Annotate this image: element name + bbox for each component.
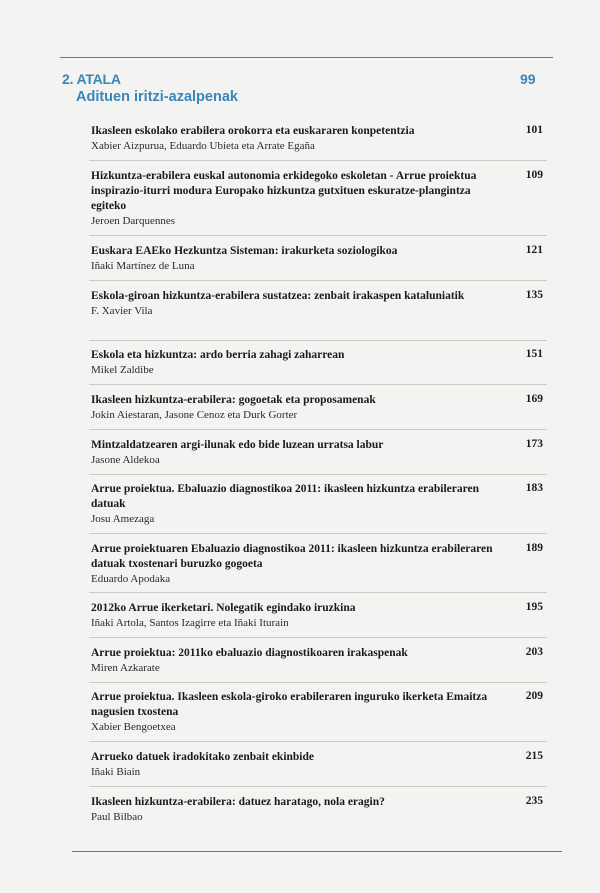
- entry-page-number: 101: [525, 124, 543, 136]
- entry-divider: [89, 160, 547, 161]
- toc-entry[interactable]: [91, 750, 551, 779]
- entry-title: 2012ko Arrue ikerketari. Nolegatik egindako iruzkina: [91, 602, 356, 614]
- entry-page-number: 235: [525, 795, 543, 807]
- toc-entry[interactable]: [91, 601, 551, 630]
- entry-divider: [89, 429, 547, 430]
- entry-divider: [89, 592, 547, 593]
- entry-divider: [89, 384, 547, 385]
- section-label: 2. ATALA: [62, 71, 121, 87]
- entry-title: Arrue proiektuaren Ebaluazio diagnostikoa 2011: ikasleen hizkuntza erabileraren datuak txostenari buruzko gogoeta: [91, 543, 493, 570]
- entry-divider: [89, 474, 547, 475]
- toc-entry[interactable]: [91, 795, 551, 824]
- entry-author: Jeroen Darquennes: [91, 215, 175, 227]
- entry-page-number: 173: [525, 438, 543, 450]
- section-title: Adituen iritzi-azalpenak: [76, 89, 238, 105]
- entry-author: Xabier Bengoetxea: [91, 721, 176, 733]
- toc-entry[interactable]: [91, 393, 551, 422]
- entry-title: Arrue proiektua: 2011ko ebaluazio diagnostikoaren irakaspenak: [91, 647, 408, 659]
- toc-entry[interactable]: [91, 482, 551, 526]
- toc-entry[interactable]: [91, 169, 551, 228]
- entry-page-number: 215: [525, 750, 543, 762]
- entry-title: Arrue proiektua. Ebaluazio diagnostikoa 2011: ikasleen hizkuntza erabileraren datuak: [91, 483, 480, 510]
- entry-author: Jokin Aiestaran, Jasone Cenoz eta Durk Gorter: [91, 409, 298, 421]
- entry-title: Arrueko datuek iradokitako zenbait ekinbide: [91, 751, 314, 763]
- entry-divider: [89, 340, 547, 341]
- entry-page-number: 135: [525, 289, 543, 301]
- entry-author: Eduardo Apodaka: [91, 573, 171, 585]
- entry-page-number: 209: [525, 690, 543, 702]
- entry-title: Eskola eta hizkuntza: ardo berria zahagi zaharrean: [91, 349, 345, 361]
- entry-author: Xabier Aizpurua, Eduardo Ubieta eta Arrate Egaña: [91, 140, 315, 152]
- section-header: [62, 71, 238, 105]
- toc-entry[interactable]: [91, 542, 551, 586]
- entry-divider: [89, 786, 547, 787]
- toc-entry[interactable]: [91, 690, 551, 734]
- entry-title: Ikasleen hizkuntza-erabilera: gogoetak eta proposamenak: [91, 394, 376, 406]
- entry-divider: [89, 280, 547, 281]
- entry-page-number: 169: [525, 393, 543, 405]
- entry-title: Eskola-giroan hizkuntza-erabilera sustatzea: zenbait irakaspen kataluniatik: [91, 290, 465, 302]
- page-number: 99: [520, 71, 536, 87]
- entry-author: F. Xavier Vila: [91, 305, 153, 317]
- entry-author: Iñaki Artola, Santos Izagirre eta Iñaki Iturain: [91, 617, 289, 629]
- entry-divider: [89, 682, 547, 683]
- entry-divider: [89, 741, 547, 742]
- toc-entry[interactable]: [91, 289, 551, 318]
- entry-author: Jasone Aldekoa: [91, 454, 160, 466]
- bottom-rule: [72, 851, 562, 852]
- entry-page-number: 203: [525, 646, 543, 658]
- entry-author: Mikel Zaldibe: [91, 364, 154, 376]
- entry-author: Iñaki Biain: [91, 766, 141, 778]
- entry-divider: [89, 235, 547, 236]
- entry-title: Arrue proiektua. Ikasleen eskola-giroko erabileraren inguruko ikerketa Emaitza nagusien txostena: [91, 691, 488, 718]
- entry-author: Josu Amezaga: [91, 513, 155, 525]
- toc-entry[interactable]: [91, 348, 551, 377]
- entry-divider: [89, 533, 547, 534]
- entry-title: Euskara EAEko Hezkuntza Sisteman: irakurketa soziologikoa: [91, 245, 398, 257]
- entry-title: Hizkuntza-erabilera euskal autonomia erkidegoko eskoletan - Arrue proiektua inspirazio-iturri modura Europako hizkuntza gutxituen eskuratze-plangintza egiteko: [91, 170, 477, 212]
- entry-page-number: 195: [525, 601, 543, 613]
- entry-page-number: 121: [525, 244, 543, 256]
- toc-entry[interactable]: [91, 244, 551, 273]
- entry-page-number: 189: [525, 542, 543, 554]
- entry-title: Ikasleen eskolako erabilera orokorra eta euskararen konpetentzia: [91, 125, 415, 137]
- toc-entry[interactable]: [91, 438, 551, 467]
- entry-divider: [89, 637, 547, 638]
- entry-page-number: 183: [525, 482, 543, 494]
- entry-page-number: 151: [525, 348, 543, 360]
- entry-title: Mintzaldatzearen argi-ilunak edo bide luzean urratsa labur: [91, 439, 384, 451]
- entry-title: Ikasleen hizkuntza-erabilera: datuez haratago, nola eragin?: [91, 796, 385, 808]
- entry-author: Paul Bilbao: [91, 811, 143, 823]
- entry-author: Miren Azkarate: [91, 662, 160, 674]
- toc-entry[interactable]: [91, 646, 551, 675]
- toc-entry[interactable]: [91, 124, 551, 153]
- top-rule: [60, 57, 553, 58]
- entry-page-number: 109: [525, 169, 543, 181]
- entry-author: Iñaki Martínez de Luna: [91, 260, 195, 272]
